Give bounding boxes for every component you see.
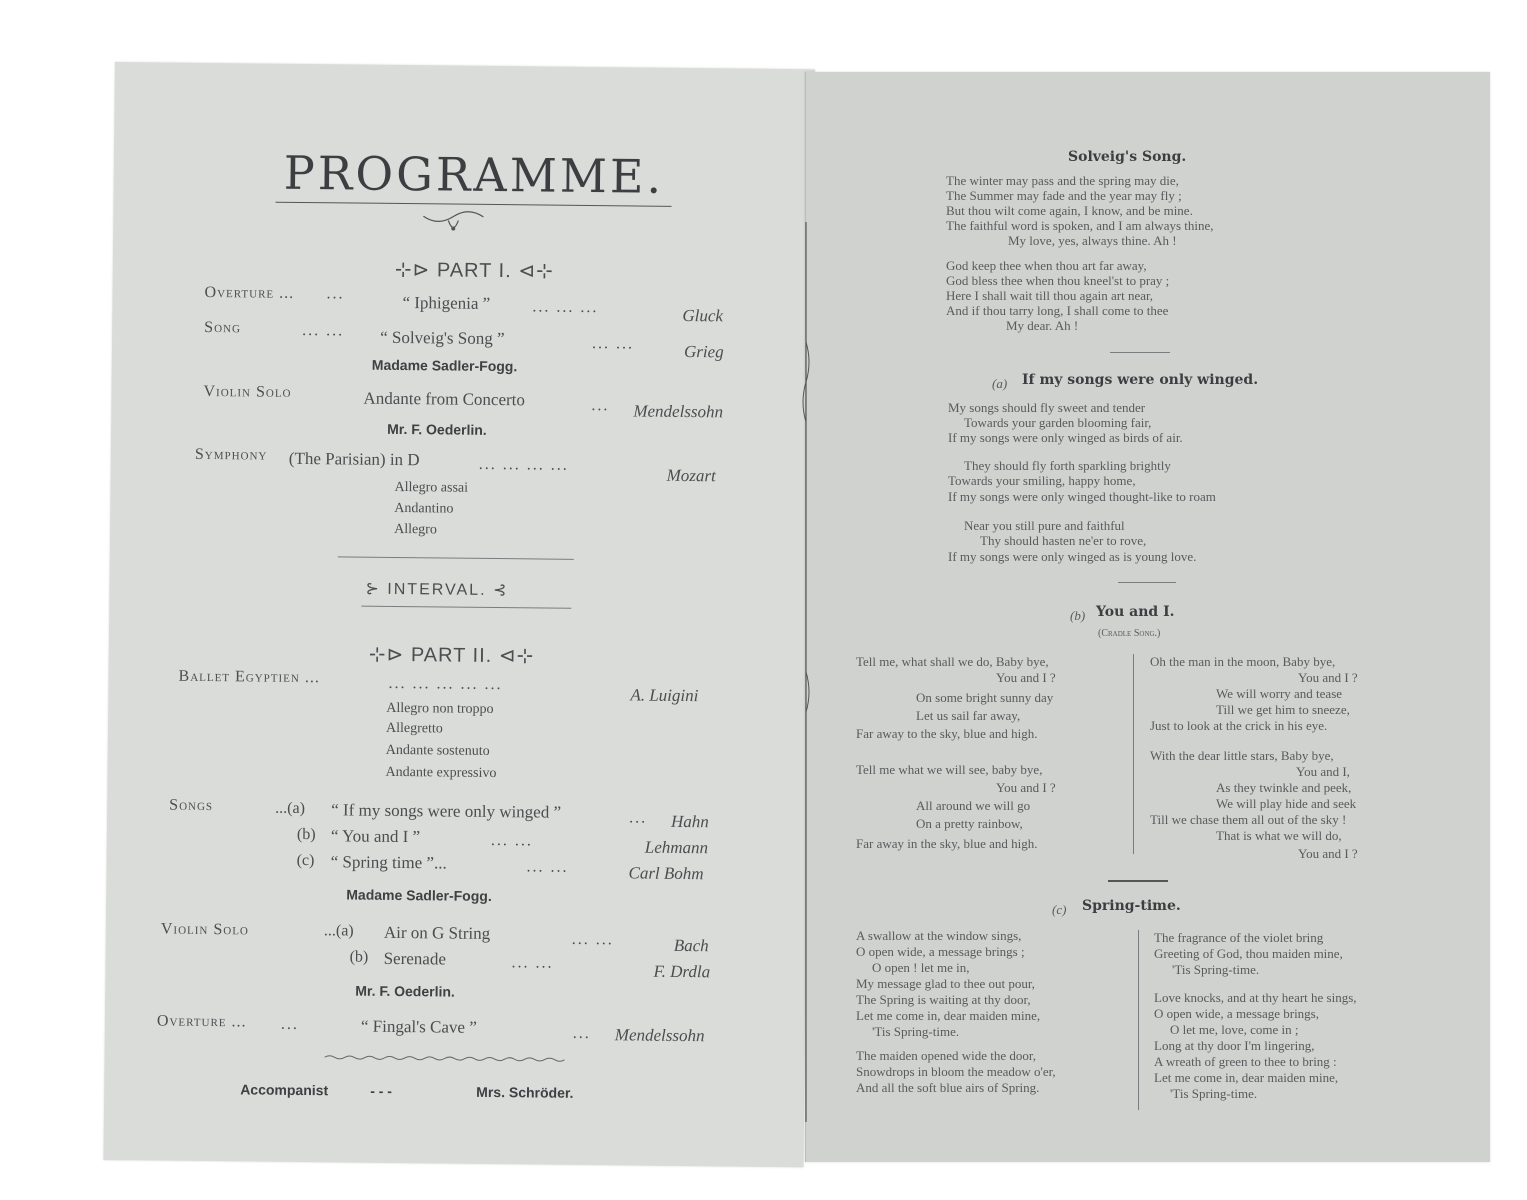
lyric-line: You and I ? [996,780,1056,795]
song-mark: (c) [1052,902,1067,917]
piece-title: “ You and I ” [330,826,421,847]
lyric-line: Tell me what we will see, baby bye, [856,762,1043,777]
piece-title: Air on G String [383,922,491,943]
movement: Allegro [394,521,437,538]
lyric-line: Till we chase them all out of the sky ! [1150,812,1347,827]
item-kind: Ballet Egyptien ... [178,667,320,687]
lyric-line: Greeting of God, thou maiden mine, [1154,946,1343,961]
lyric-line: But thou wilt come again, I know, and be mine. [946,203,1193,218]
lyric-line: Till we get him to sneeze, [1216,702,1350,717]
movement: Andante expressivo [385,764,497,782]
item-kind: Symphony [194,445,268,464]
lyric-line: You and I ? [1298,846,1358,861]
lyric-line: 'Tis Spring-time. [1170,1086,1258,1101]
lyric-line: My dear. Ah ! [1006,318,1079,333]
lyric-line: You and I ? [996,670,1056,685]
lyric-line: On some bright sunny day [916,690,1054,705]
lyric-line: Tell me, what shall we do, Baby bye, [856,654,1049,669]
item-kind: Songs [169,796,214,815]
lyric-line: Just to look at the crick in his eye. [1150,718,1328,733]
page-title: PROGRAMME. [283,145,665,204]
piece-title: “ Solveig's Song ” [380,327,505,349]
divider [1110,352,1170,353]
part-two-label: PART II. [410,644,493,667]
wavy-divider [325,1054,565,1063]
piece-title: “ Spring time ”... [330,852,447,873]
lyric-line: Near you still pure and faithful [964,518,1125,533]
lyric-line: Let me come in, dear maiden mine, [856,1008,1041,1023]
composer: Lehmann [644,837,709,858]
composer: Bach [673,935,709,956]
piece-title: “ If my songs were only winged ” [331,800,562,822]
lyric-line: They should fly forth sparkling brightly [964,458,1171,473]
lyric-line: A swallow at the window sings, [856,928,1022,943]
accompanist-dashes: - - - [370,1082,393,1099]
item-kind: Song [204,318,242,337]
composer: Grieg [683,341,724,362]
left-page [104,62,815,1167]
column-divider [1138,930,1139,1110]
composer: Gluck [682,305,724,326]
song-prefix: (b) [349,948,369,966]
lyric-line: Here I shall wait till thou again art near, [946,288,1154,303]
leader-dots: ... [280,1015,300,1033]
lyric-line: Love knocks, and at thy heart he sings, [1154,990,1357,1005]
lyric-line: Far away to the sky, blue and high. [856,726,1038,741]
lyric-line: A wreath of green to thee to bring : [1154,1054,1337,1069]
lyric-line: The winter may pass and the spring may die, [946,173,1179,188]
lyric-line: The Spring is waiting at thy door, [856,992,1031,1007]
piece-title: “ Fingal's Cave ” [360,1016,477,1037]
lyric-line: And all the soft blue airs of Spring. [856,1080,1040,1095]
song-prefix: (b) [296,825,316,844]
leader-dots: ... [326,285,345,303]
divider [1118,582,1176,583]
song-title: Solveig's Song. [1068,149,1187,165]
ornament-icon: ⊲⊹ [492,644,535,668]
lyric-line: If my songs were only winged as birds of air. [948,430,1183,445]
performer: Madame Sadler-Fogg. [371,356,518,375]
song-mark: (a) [992,376,1008,391]
lyric-line: The fragrance of the violet bring [1154,930,1324,945]
lyric-line: God keep thee when thou art far away, [946,258,1147,273]
ornament-icon: ⊹⊳ [368,643,411,667]
item-kind: Violin Solo [203,382,292,401]
piece-title: Serenade [383,948,447,969]
song-subtitle: (Cradle Song.) [1098,628,1161,639]
composer: Mendelssohn [614,1025,705,1046]
composer: Mendelssohn [633,401,724,422]
divider [338,556,574,559]
composer: F. Drdla [653,961,711,982]
performer: Mr. F. Oederlin. [387,420,487,438]
accompanist-label: Accompanist [240,1081,329,1099]
leader-dots: ... ... [511,954,554,972]
border-ornament [798,222,814,1122]
lyric-line: Oh the man in the moon, Baby bye, [1150,654,1336,669]
song-title: If my songs were only winged. [1022,372,1259,388]
lyric-line: My message glad to thee out pour, [856,976,1035,991]
movement: Allegretto [385,720,443,737]
leader-dots: ... ... ... [532,298,599,317]
composer: Mozart [666,465,716,486]
song-prefix: ...(a) [275,799,306,818]
leader-dots: ... ... [591,335,635,353]
lyric-line: On a pretty rainbow, [916,816,1023,831]
movement: Allegro assai [394,479,469,496]
ornament-icon: ⊰ [486,581,509,600]
lyric-line: All around we will go [916,798,1031,813]
leader-dots: ... ... [526,858,569,876]
movement: Andantino [394,500,454,517]
leader-dots: ... ... ... ... ... [388,674,503,694]
lyric-line: O let me, love, come in ; [1170,1022,1299,1037]
song-title: Spring-time. [1082,898,1181,914]
item-kind: Overture ... [156,1012,247,1031]
part-one-label: PART I. [436,259,512,283]
composer: Carl Bohm [628,863,704,884]
lyric-line: Let us sail far away, [916,708,1021,723]
movement: Allegro non troppo [386,700,494,717]
ornament-icon [418,208,488,239]
interval-label: INTERVAL. [387,580,487,599]
piece-title: “ Iphigenia ” [402,293,491,313]
ornament-icon: ⊲⊹ [511,260,554,283]
lyric-line: 'Tis Spring-time. [872,1024,960,1039]
lyric-line: Towards your smiling, happy home, [948,473,1136,488]
leader-dots: ... ... [302,321,345,340]
leader-dots: ... ... ... ... [478,455,569,474]
leader-dots: ... [591,397,610,415]
lyric-line: That is what we will do, [1216,828,1342,843]
piece-title: (The Parisian) in D [288,448,420,470]
lyric-line: The faithful word is spoken, and I am always thine, [946,218,1214,233]
composer: Hahn [670,811,709,832]
lyric-line: My love, yes, always thine. Ah ! [1008,233,1177,248]
ornament-icon: ⊱ [365,580,388,598]
lyric-line: We will play hide and seek [1216,796,1357,811]
ornament-icon: ⊹⊳ [394,258,438,282]
lyric-line: If my songs were only winged as is young love. [948,549,1197,564]
lyric-line: O open ! let me in, [872,960,970,975]
lyric-line: Towards your garden blooming fair, [964,415,1152,430]
composer: A. Luigini [630,685,699,706]
song-prefix: (c) [296,851,315,870]
lyric-line: The maiden opened wide the door, [856,1048,1036,1063]
lyric-line: With the dear little stars, Baby bye, [1150,748,1334,763]
leader-dots: ... [572,1024,591,1043]
part-two-heading [369,642,535,669]
column-divider [1133,654,1134,854]
lyric-line: You and I ? [1298,670,1358,685]
item-kind: Violin Solo [160,920,250,939]
accompanist-name: Mrs. Schröder. [476,1083,574,1101]
lyric-line: My songs should fly sweet and tender [948,400,1146,415]
lyric-line: Thy should hasten ne'er to rove, [980,533,1147,548]
song-mark: (b) [1070,608,1086,623]
lyric-line: O open wide, a message brings, [1154,1006,1319,1021]
lyric-line: Snowdrops in bloom the meadow o'er, [856,1064,1056,1079]
divider [1108,880,1168,882]
performer: Mr. F. Oederlin. [355,982,455,1000]
lyric-line: If my songs were only winged thought-like to roam [948,489,1216,504]
lyric-line: As they twinkle and peek, [1216,780,1352,795]
item-kind: Overture ... [204,283,295,302]
piece-title: Andante from Concerto [363,388,526,410]
lyric-line: You and I, [1296,764,1350,779]
lyric-line: The Summer may fade and the year may fly ; [946,188,1182,203]
interval-heading [365,579,508,600]
performer: Madame Sadler-Fogg. [346,886,492,904]
lyric-line: And if thou tarry long, I shall come to thee [946,303,1169,318]
lyric-line: Let me come in, dear maiden mine, [1154,1070,1339,1085]
lyric-line: We will worry and tease [1216,686,1343,701]
lyric-line: 'Tis Spring-time. [1172,962,1260,977]
divider [361,606,571,609]
lyric-line: O open wide, a message brings ; [856,944,1025,959]
right-page [805,72,1490,1162]
song-title: You and I. [1096,604,1175,620]
leader-dots: ... [629,809,648,827]
song-prefix: ...(a) [323,922,354,940]
lyric-line: Long at thy door I'm lingering, [1154,1038,1315,1053]
part-one-heading [395,257,554,284]
leader-dots: ... ... [490,831,533,850]
leader-dots: ... ... [571,930,614,949]
lyric-line: God bless thee when thou kneel'st to pray ; [946,273,1170,288]
lyric-line: Far away in the sky, blue and high. [856,836,1038,851]
movement: Andante sostenuto [385,742,490,759]
